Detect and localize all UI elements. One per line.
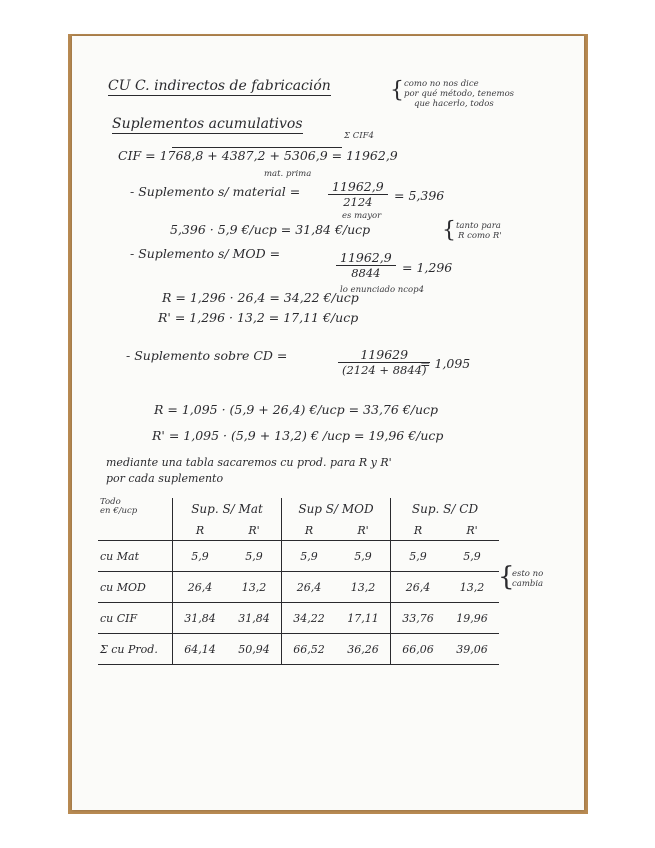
sup-mat-note-1: tanto para bbox=[456, 221, 501, 231]
table-cell: 39,06 bbox=[445, 634, 499, 665]
table-cell: 5,9 bbox=[282, 541, 337, 572]
brace-icon: { bbox=[390, 78, 404, 103]
table-cell: 13,2 bbox=[336, 572, 391, 603]
table-cell: 50,94 bbox=[227, 634, 282, 665]
sup-mod-label: - Suplemento s/ MOD = bbox=[130, 246, 281, 261]
sup-mat-den: 2124 bbox=[343, 195, 373, 209]
sup-mod-num: 11962,9 bbox=[336, 250, 396, 266]
r-cd-line: R = 1,095 · (5,9 + 26,4) €/ucp = 33,76 €/ucp bbox=[154, 402, 439, 417]
table-cell: 5,9 bbox=[336, 541, 391, 572]
cif-line: CIF = 1768,8 + 4387,2 + 5306,9 = 11962,9 bbox=[118, 148, 398, 163]
subheader-r: R bbox=[173, 520, 228, 541]
title-note-2: por qué método, tenemos bbox=[404, 89, 515, 99]
overline bbox=[172, 147, 342, 148]
corner-line-1: Todo bbox=[100, 497, 121, 507]
table-row bbox=[98, 572, 499, 603]
title-note-1: como no nos dice bbox=[404, 79, 479, 89]
table-cell: 13,2 bbox=[445, 572, 499, 603]
group-header-mod: Sup S/ MOD bbox=[282, 498, 391, 520]
table-cell: 66,52 bbox=[282, 634, 337, 665]
row-label: Σ cu Prod. bbox=[98, 634, 173, 665]
subheader-r: R bbox=[282, 520, 337, 541]
table-cell: 17,11 bbox=[336, 603, 391, 634]
sup-mat-label: - Suplemento s/ material = bbox=[130, 184, 301, 199]
sup-cd-den: (2124 + 8844) bbox=[342, 363, 427, 377]
subheader-rp: R' bbox=[227, 520, 282, 541]
table-cell: 64,14 bbox=[173, 634, 228, 665]
table-row bbox=[98, 603, 499, 634]
table-cell: 31,84 bbox=[227, 603, 282, 634]
table-cell: 5,9 bbox=[227, 541, 282, 572]
brace-icon: { bbox=[442, 218, 456, 243]
side-note-1: esto no bbox=[512, 569, 544, 579]
table-corner bbox=[98, 498, 173, 541]
row-label: cu CIF bbox=[98, 603, 173, 634]
intro-line-1: mediante una tabla sacaremos cu prod. para R y R' bbox=[106, 456, 392, 469]
table-cell: 13,2 bbox=[227, 572, 282, 603]
group-header-cd: Sup. S/ CD bbox=[391, 498, 500, 520]
r-mod-line: R = 1,296 · 26,4 = 34,22 €/ucp bbox=[162, 290, 359, 305]
subheader-r: R bbox=[391, 520, 446, 541]
sup-mat-calc: 5,396 · 5,9 €/ucp = 31,84 €/ucp bbox=[170, 222, 371, 237]
row-label: cu MOD bbox=[98, 572, 173, 603]
table-header-row bbox=[98, 498, 499, 520]
brace-icon: { bbox=[498, 562, 515, 592]
sup-cd-fraction bbox=[338, 347, 430, 377]
sup-mod-small: lo enunciado ncop4 bbox=[340, 285, 424, 295]
row-label: cu Mat bbox=[98, 541, 173, 572]
rp-mod-line: R' = 1,296 · 13,2 = 17,11 €/ucp bbox=[158, 310, 359, 325]
table-cell: 34,22 bbox=[282, 603, 337, 634]
table-cell: 26,4 bbox=[173, 572, 228, 603]
table-row bbox=[98, 541, 499, 572]
sup-mat-fraction bbox=[328, 179, 388, 209]
rp-cd-line: R' = 1,095 · (5,9 + 13,2) € /ucp = 19,96 €/ucp bbox=[152, 428, 444, 443]
corner-line-2: en €/ucp bbox=[100, 506, 138, 516]
table-cell: 5,9 bbox=[173, 541, 228, 572]
sup-mat-num: 11962,9 bbox=[328, 179, 388, 195]
sup-mod-result: = 1,296 bbox=[402, 260, 453, 275]
subheader-rp: R' bbox=[445, 520, 499, 541]
table-cell: 33,76 bbox=[391, 603, 446, 634]
sup-cd-num: 119629 bbox=[338, 347, 430, 363]
table-cell: 26,4 bbox=[282, 572, 337, 603]
table-cell: 36,26 bbox=[336, 634, 391, 665]
section-title: Suplementos acumulativos bbox=[112, 116, 303, 132]
cost-table bbox=[98, 498, 499, 665]
sup-mat-result: = 5,396 bbox=[394, 188, 445, 203]
side-note-2: cambia bbox=[512, 579, 544, 589]
group-header-mat: Sup. S/ Mat bbox=[173, 498, 282, 520]
table-row bbox=[98, 634, 499, 665]
sup-mod-den: 8844 bbox=[351, 266, 381, 280]
table-cell: 26,4 bbox=[391, 572, 446, 603]
sup-mat-small: mat. prima bbox=[264, 169, 312, 179]
table-cell: 31,84 bbox=[173, 603, 228, 634]
title-note-3: que hacerlo, todos bbox=[414, 99, 494, 109]
page-title: CU C. indirectos de fabricación bbox=[108, 78, 331, 94]
paper-sheet bbox=[72, 36, 584, 810]
subheader-rp: R' bbox=[336, 520, 391, 541]
sup-cd-result: = 1,095 bbox=[420, 356, 471, 371]
table-cell: 5,9 bbox=[445, 541, 499, 572]
sup-mat-small2: es mayor bbox=[342, 211, 382, 221]
intro-line-2: por cada suplemento bbox=[106, 472, 224, 485]
table-cell: 5,9 bbox=[391, 541, 446, 572]
table-cell: 19,96 bbox=[445, 603, 499, 634]
cif-arrow-label: Σ CIF4 bbox=[344, 131, 374, 141]
sup-mod-fraction bbox=[336, 250, 396, 280]
table-cell: 66,06 bbox=[391, 634, 446, 665]
sup-cd-label: - Suplemento sobre CD = bbox=[126, 348, 288, 363]
sup-mat-note-2: R como R' bbox=[458, 231, 502, 241]
